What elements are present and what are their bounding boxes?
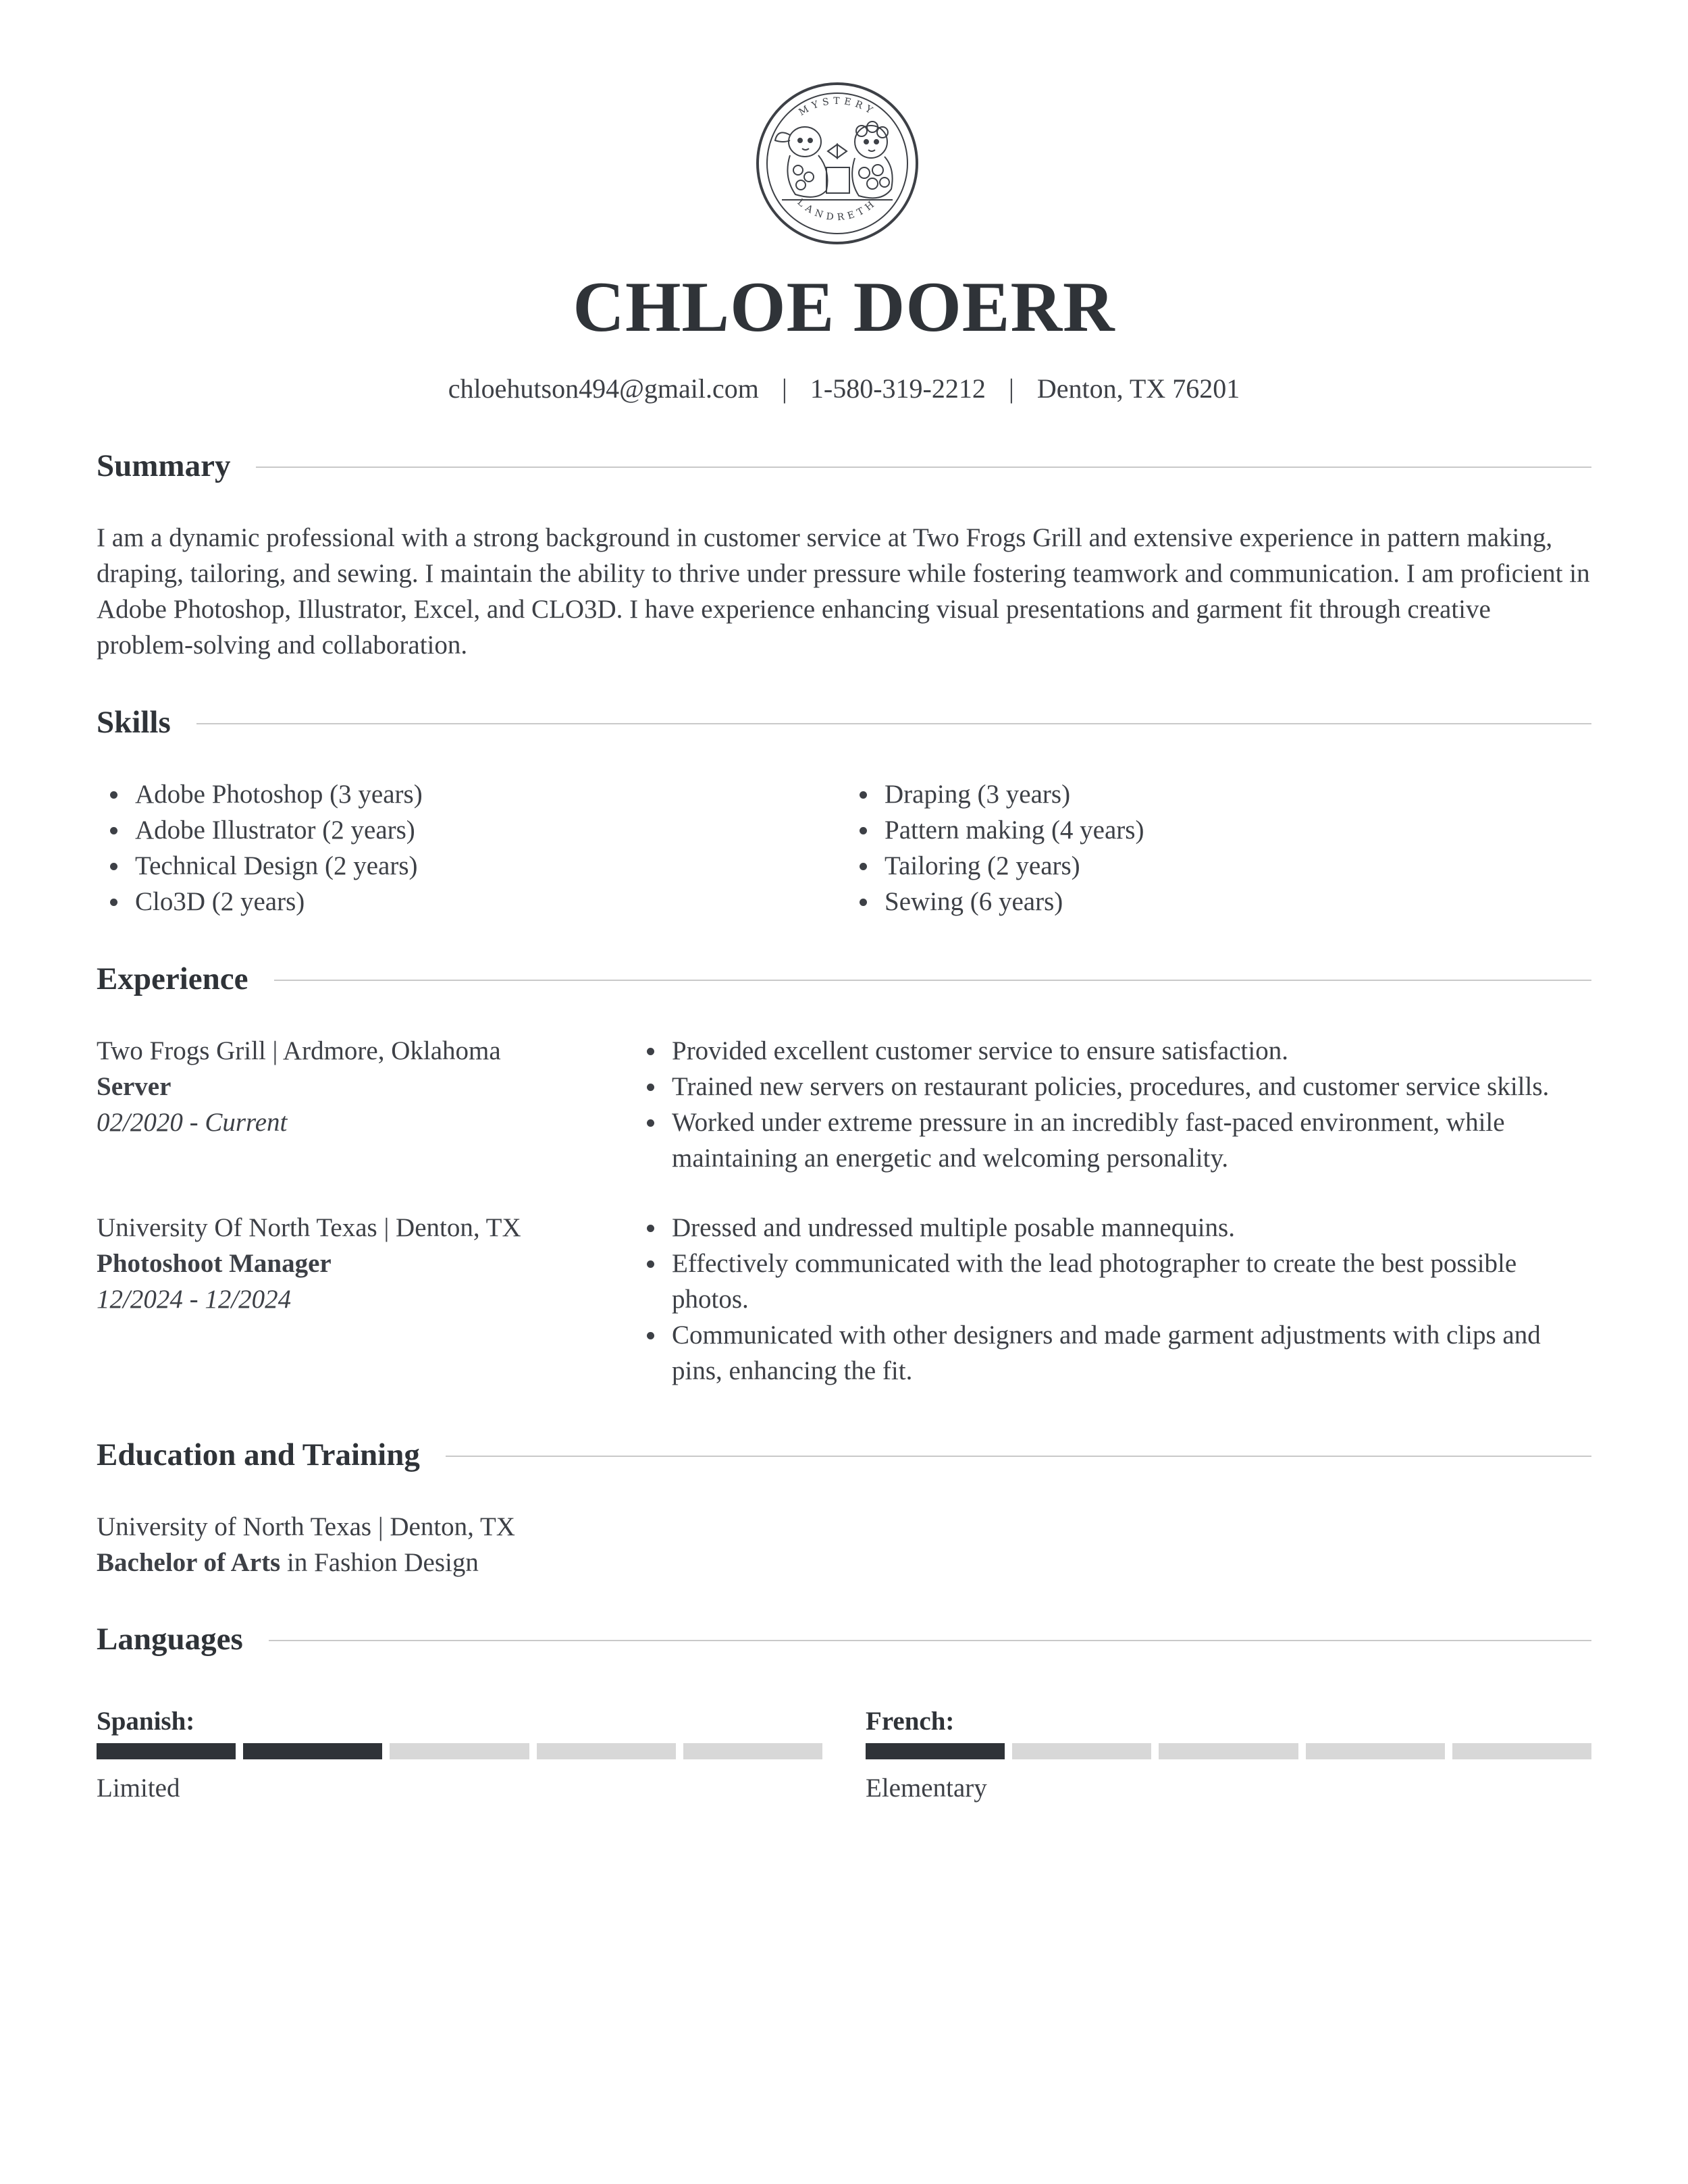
language-name: French:	[866, 1707, 955, 1736]
skill-item: Adobe Photoshop (3 years)	[97, 776, 806, 812]
summary-title: Summary	[97, 446, 256, 486]
proficiency-segment-empty	[1306, 1743, 1445, 1759]
job-1-meta	[97, 1033, 637, 1140]
job-role: Server	[97, 1072, 172, 1101]
language-proficiency-bar	[97, 1743, 822, 1759]
education-title: Education and Training	[97, 1435, 446, 1475]
job-bullet: Communicated with other designers and made garment adjustments with clips and pins, enhancing the fit.	[633, 1317, 1592, 1389]
skill-item: Sewing (6 years)	[846, 884, 1589, 920]
skill-item: Tailoring (2 years)	[846, 848, 1589, 884]
job-bullet: Provided excellent customer service to ensure satisfaction.	[633, 1033, 1592, 1069]
job-company: University Of North Texas | Denton, TX	[97, 1213, 521, 1242]
proficiency-segment-filled	[243, 1743, 382, 1759]
languages-title: Languages	[97, 1619, 269, 1659]
section-divider	[97, 723, 1591, 724]
job-company: Two Frogs Grill | Ardmore, Oklahoma	[97, 1036, 501, 1065]
language-proficiency-bar	[866, 1743, 1591, 1759]
skills-list-left	[97, 776, 806, 920]
contact-separator: |	[781, 373, 787, 404]
education-section-header	[97, 1435, 1591, 1475]
education-degree-line	[97, 1545, 907, 1580]
job-bullet: Trained new servers on restaurant policies, procedures, and customer service skills.	[633, 1069, 1592, 1104]
lamb-right-icon	[852, 122, 892, 198]
proficiency-segment-empty	[1452, 1743, 1591, 1759]
education-field: in Fashion Design	[280, 1548, 479, 1577]
location: Denton, TX 76201	[1036, 373, 1240, 404]
svg-text:LANDRETH: LANDRETH	[795, 196, 880, 223]
skill-item: Technical Design (2 years)	[97, 848, 806, 884]
proficiency-segment-empty	[683, 1743, 822, 1759]
svg-text:MYSTERY: MYSTERY	[797, 95, 878, 119]
language-level: Elementary	[866, 1774, 987, 1803]
languages-section-header	[97, 1619, 1591, 1659]
skill-item: Adobe Illustrator (2 years)	[97, 812, 806, 848]
job-bullet: Dressed and undressed multiple posable mannequins.	[633, 1210, 1592, 1246]
proficiency-segment-empty	[390, 1743, 529, 1759]
section-divider	[97, 467, 1591, 468]
summary-section-header	[97, 446, 1591, 486]
skills-section-header	[97, 702, 1591, 743]
proficiency-segment-empty	[1012, 1743, 1151, 1759]
language-name: Spanish:	[97, 1707, 195, 1736]
candidate-name: CHLOE DOERR	[573, 267, 1115, 346]
education-entry	[97, 1509, 907, 1580]
job-bullet: Worked under extreme pressure in an incredibly fast-paced environment, while maintaining an energetic and welcoming personality.	[633, 1104, 1592, 1176]
job-role: Photoshoot Manager	[97, 1249, 332, 1278]
proficiency-segment-empty	[537, 1743, 676, 1759]
job-2-meta	[97, 1210, 637, 1317]
section-divider	[97, 1640, 1591, 1641]
bow-icon	[828, 144, 847, 158]
section-divider	[97, 980, 1591, 981]
phone-number: 1-580-319-2212	[810, 373, 986, 404]
skill-item: Clo3D (2 years)	[97, 884, 806, 920]
proficiency-segment-filled	[97, 1743, 236, 1759]
proficiency-segment-filled	[866, 1743, 1005, 1759]
job-bullet: Effectively communicated with the lead photographer to create the best possible photos.	[633, 1246, 1592, 1317]
education-school: University of North Texas | Denton, TX	[97, 1512, 515, 1541]
experience-title: Experience	[97, 959, 274, 999]
skill-item: Draping (3 years)	[846, 776, 1589, 812]
job-dates: 12/2024 - 12/2024	[97, 1285, 292, 1314]
gift-box-icon	[826, 167, 849, 193]
logo-emblem	[743, 76, 932, 251]
language-level: Limited	[97, 1774, 180, 1803]
job-2-bullets	[633, 1210, 1592, 1389]
skills-title: Skills	[97, 702, 196, 743]
skills-list-right	[846, 776, 1589, 920]
lamb-left-icon	[775, 127, 828, 197]
job-dates: 02/2020 - Current	[97, 1108, 288, 1137]
contact-line	[0, 370, 1688, 408]
email-link[interactable]: chloehutson494@gmail.com	[448, 373, 759, 404]
job-1-bullets	[633, 1033, 1592, 1176]
skill-item: Pattern making (4 years)	[846, 812, 1589, 848]
summary-text: I am a dynamic professional with a strong background in customer service at Two Frogs Grill and extensive experience in pattern making, draping, tailoring, and sewing. I maintain the ability to thrive under pressure while fostering teamwork and communication. I am proficient in Adobe Photoshop, Illustrator, Excel, and CLO3D. I have experience enhancing visual presentations and garment fit through creative problem-solving and collaboration.	[97, 523, 1590, 660]
contact-separator: |	[1008, 373, 1014, 404]
proficiency-segment-empty	[1159, 1743, 1298, 1759]
education-degree: Bachelor of Arts	[97, 1548, 281, 1577]
experience-section-header	[97, 959, 1591, 999]
